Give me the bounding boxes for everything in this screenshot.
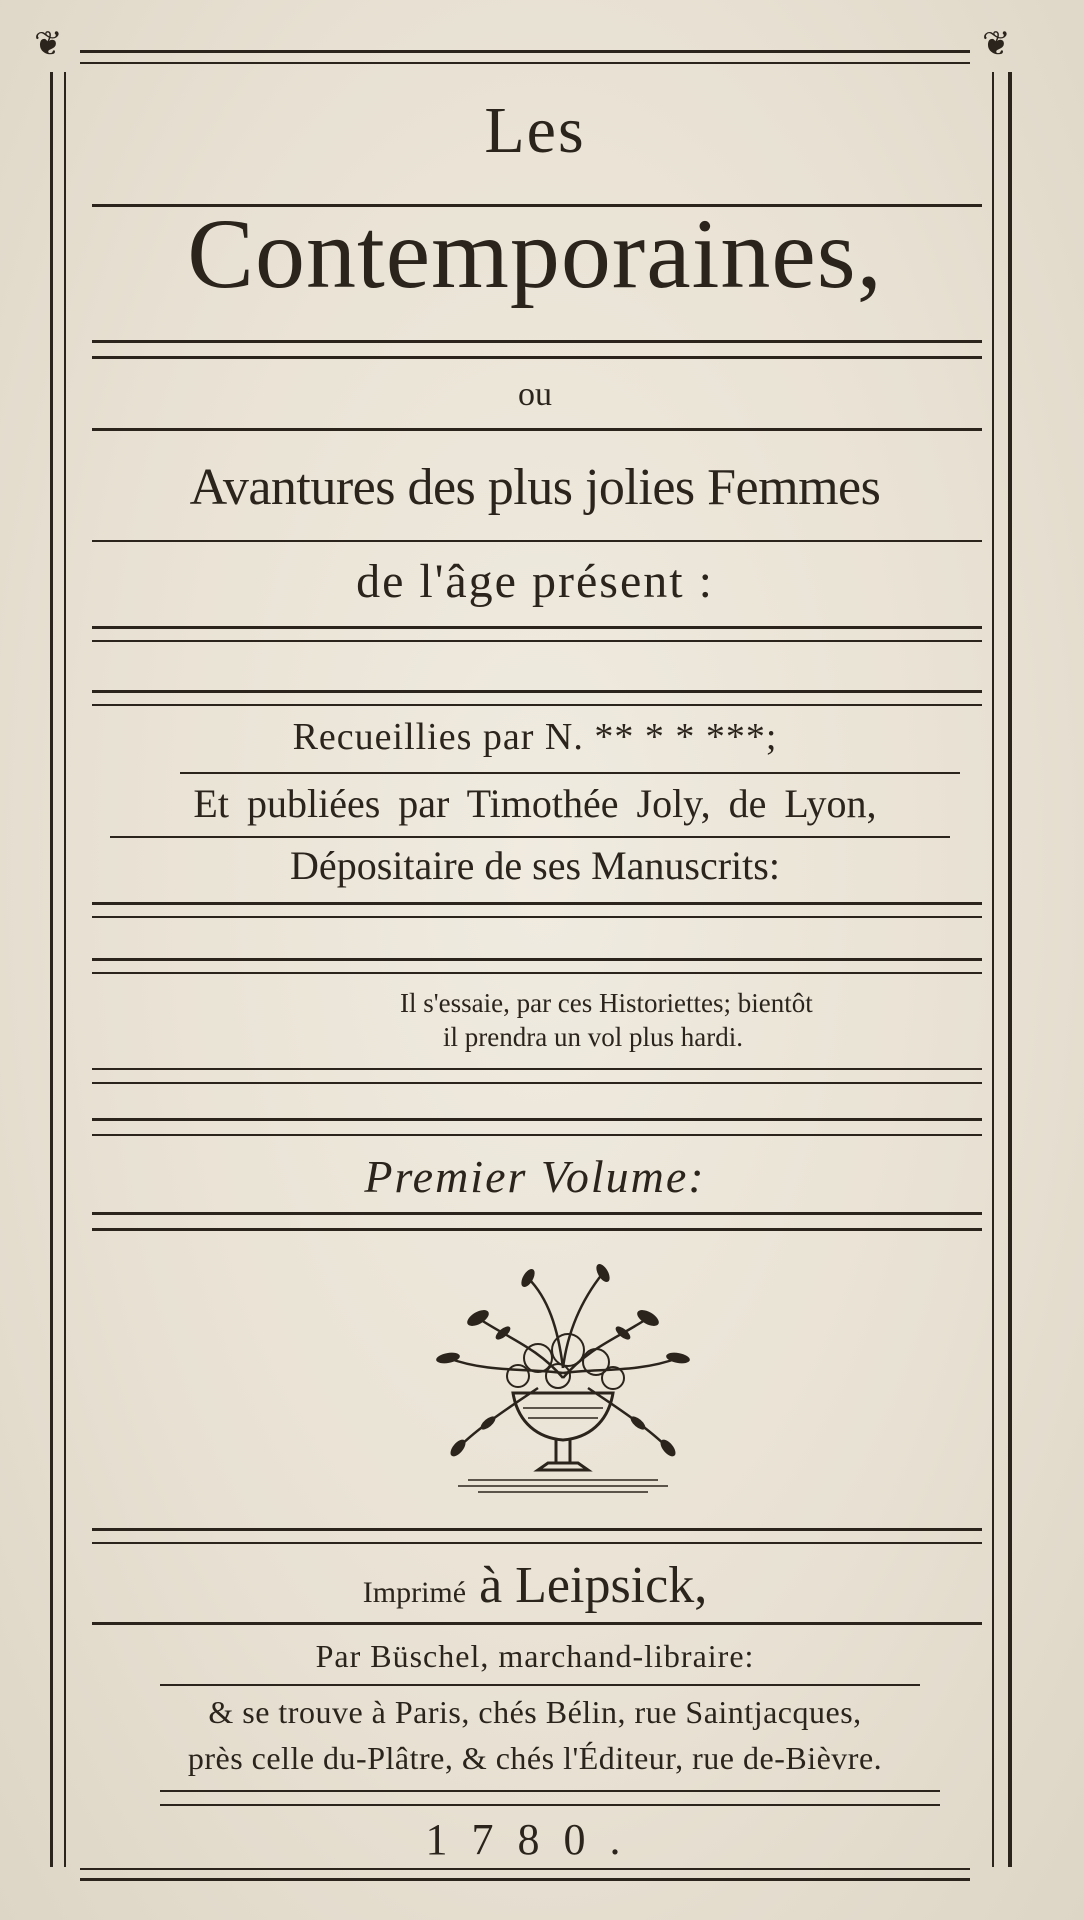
divider-rule <box>92 640 982 642</box>
divider-rule <box>110 836 950 838</box>
subtitle-line-2: de l'âge présent : <box>356 555 714 608</box>
frame-left-outer-line <box>50 72 53 1867</box>
divider-rule <box>92 916 982 918</box>
conjunction-ou: ou <box>518 376 552 413</box>
epigraph-line-1: Il s'essaie, par ces Historiettes; bientôt <box>400 988 813 1018</box>
divider-rule <box>92 902 982 905</box>
divider-rule <box>160 1790 940 1792</box>
title-les: Les <box>484 94 586 167</box>
collector-credit: Recueillies par N. ** * * ***; <box>292 716 778 758</box>
divider-rule <box>92 1542 982 1544</box>
divider-rule <box>92 958 982 961</box>
divider-rule <box>92 704 982 706</box>
divider-rule <box>92 972 982 974</box>
publisher-credit: Et publiées par Timothée Joly, de Lyon, <box>193 781 877 826</box>
frame-bottom-line <box>80 1878 970 1881</box>
divider-rule <box>92 1082 982 1084</box>
title-main: Contemporaines, <box>187 198 883 309</box>
corner-fleuron-icon: ❦ <box>34 26 63 63</box>
imprint-printed: Imprimé <box>362 1576 467 1609</box>
imprint-city: à Leipsick, <box>479 1557 708 1614</box>
publication-year: 1780. <box>425 1815 645 1864</box>
divider-rule <box>92 1622 982 1625</box>
divider-rule <box>92 1528 982 1531</box>
divider-rule <box>160 1684 920 1686</box>
address-line: près celle du-Plâtre, & chés l'Éditeur, rue de-Bièvre. <box>187 1740 883 1776</box>
imprint-place <box>70 1557 1000 1614</box>
epigraph-line-2: il prendra un vol plus hardi. <box>443 1022 743 1052</box>
divider-rule <box>160 1804 940 1806</box>
flower-vase-icon <box>418 1258 708 1508</box>
divider-rule <box>92 540 982 542</box>
frame-top-line <box>80 50 970 53</box>
bookseller-line: Par Büschel, marchand-libraire: <box>315 1638 755 1674</box>
divider-rule <box>92 1068 982 1070</box>
divider-rule <box>92 356 982 359</box>
divider-rule <box>92 1212 982 1215</box>
divider-rule <box>92 1118 982 1121</box>
divider-rule <box>92 428 982 431</box>
frame-bottom-line-inner <box>80 1868 970 1870</box>
divider-rule <box>92 1134 982 1136</box>
subtitle-line-1: Avantures des plus jolies Femmes <box>189 459 881 516</box>
corner-fleuron-icon: ❦ <box>982 26 1011 63</box>
divider-rule <box>92 626 982 629</box>
depositary-credit: Dépositaire de ses Manuscrits: <box>290 843 780 888</box>
volume-label: Premier Volume: <box>364 1151 706 1202</box>
divider-rule <box>180 772 960 774</box>
frame-right-outer-line <box>1008 72 1012 1867</box>
divider-rule <box>92 340 982 343</box>
sold-at-line: & se trouve à Paris, chés Bélin, rue Saintjacques, <box>208 1694 862 1730</box>
divider-rule <box>92 690 982 693</box>
divider-rule <box>92 1228 982 1231</box>
frame-left-inner-line <box>64 72 66 1867</box>
frame-top-line-inner <box>80 62 970 64</box>
